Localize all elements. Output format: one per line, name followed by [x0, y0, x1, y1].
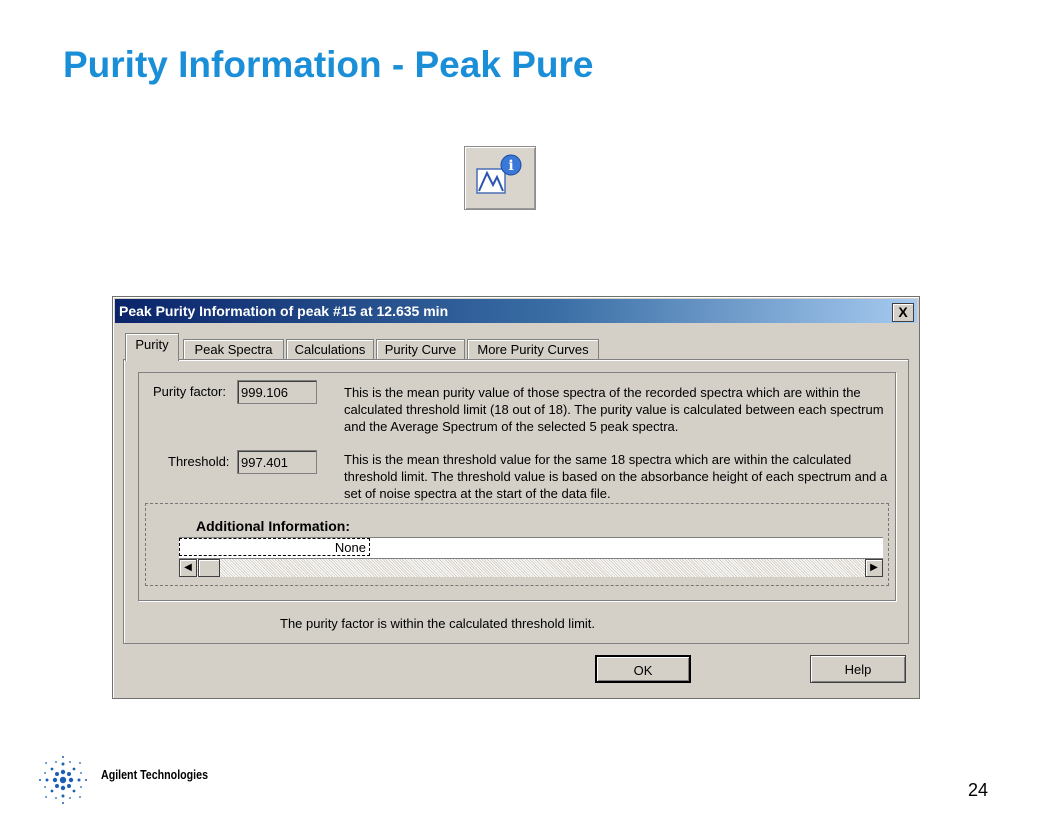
- brand-name: Agilent Technologies: [101, 767, 209, 782]
- status-text: The purity factor is within the calculated threshold limit.: [280, 616, 596, 631]
- page-number: 24: [968, 780, 989, 800]
- tab-peak-spectra[interactable]: Peak Spectra: [183, 339, 284, 360]
- peak-purity-dialog: [112, 296, 920, 699]
- dialog-title: Peak Purity Information of peak #15 at 12.635 min: [119, 303, 449, 319]
- threshold-description: This is the mean threshold value for the same 18 spectra which are within the calculated threshold limit. The threshold value is based on the absorbance height of each spectrum and a set of noise spectra at the start of the data file.: [344, 452, 888, 501]
- purity-factor-field: 999.106: [237, 380, 317, 404]
- additional-info-section: [145, 503, 889, 586]
- scrollbar-thumb[interactable]: [198, 559, 220, 577]
- purity-groupbox: [138, 372, 896, 601]
- purity-description: This is the mean purity value of those spectra of the recorded spectra which are within the calculated threshold limit (18 out of 18). The purity value is calculated between each spectrum and the Average Spectrum of the selected 5 peak spectra.: [344, 385, 884, 434]
- slide-title: Purity Information - Peak Pure: [63, 44, 594, 85]
- additional-info-list[interactable]: [179, 537, 883, 559]
- dialog-titlebar[interactable]: [115, 299, 917, 323]
- close-button[interactable]: X: [892, 303, 914, 322]
- horizontal-scrollbar[interactable]: [179, 559, 883, 577]
- peak-purity-info-icon[interactable]: [464, 146, 536, 210]
- additional-info-title: Additional Information:: [196, 518, 350, 534]
- purity-tab-panel: [123, 359, 909, 644]
- threshold-label: Threshold:: [168, 454, 230, 469]
- tab-more-purity-curves[interactable]: More Purity Curves: [467, 339, 599, 360]
- ok-button[interactable]: OK: [595, 655, 691, 683]
- help-button[interactable]: Help: [810, 655, 906, 683]
- tab-purity[interactable]: Purity: [125, 333, 179, 361]
- agilent-spark-logo: [36, 753, 90, 807]
- svg-text:i: i: [508, 158, 514, 174]
- tab-purity-curve[interactable]: Purity Curve: [376, 339, 465, 360]
- purity-factor-label: Purity factor:: [153, 384, 226, 399]
- additional-info-value[interactable]: None: [179, 538, 370, 556]
- scroll-left-icon[interactable]: ◀: [179, 559, 197, 577]
- tab-calculations[interactable]: Calculations: [286, 339, 374, 360]
- scroll-right-icon[interactable]: ▶: [865, 559, 883, 577]
- threshold-field: 997.401: [237, 450, 317, 474]
